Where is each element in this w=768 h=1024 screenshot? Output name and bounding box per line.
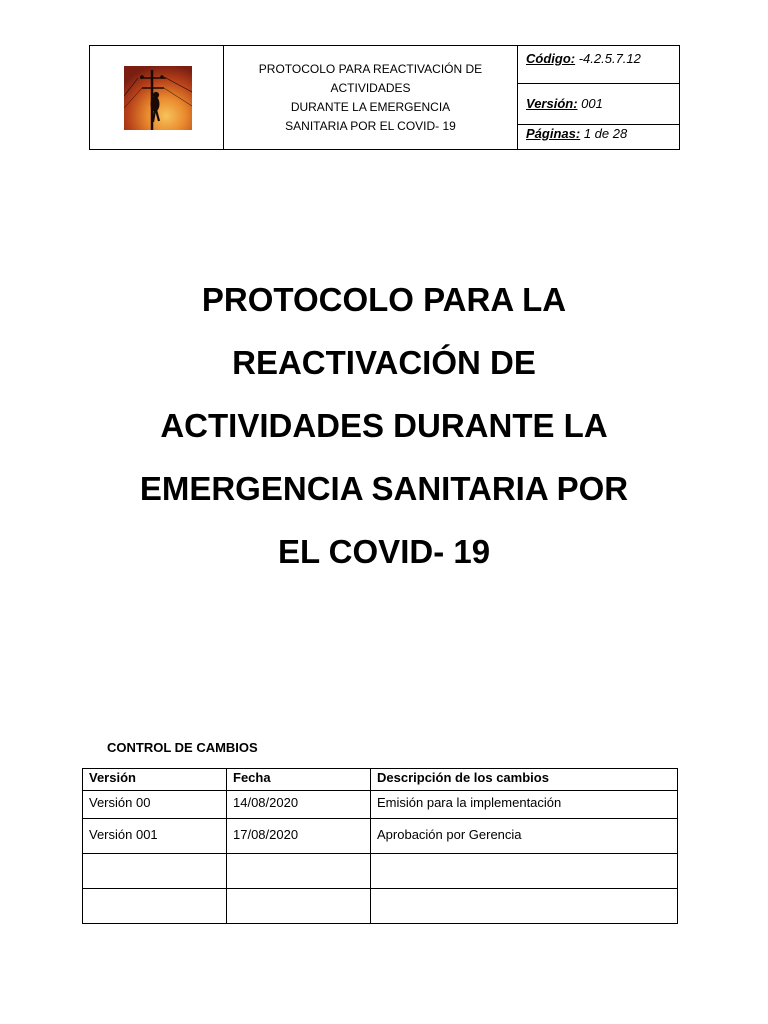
document-title-line-3: ACTIVIDADES DURANTE LA: [160, 407, 608, 444]
table-cell-version: Versión 00: [83, 791, 227, 819]
table-cell-version: Versión 001: [83, 819, 227, 854]
table-row-empty: [83, 854, 678, 889]
document-header: [89, 45, 680, 150]
codigo-label: Código:: [526, 51, 576, 66]
header-title-line-3: SANITARIA POR EL COVID- 19: [285, 118, 456, 133]
codigo-value: -4.2.5.7.12: [578, 51, 641, 66]
document-title: [100, 268, 668, 583]
column-header-descripcion: Descripción de los cambios: [371, 769, 678, 791]
version-label: Versión:: [526, 96, 578, 111]
table-row: [83, 819, 678, 854]
utility-pole-logo: [124, 66, 192, 130]
table-cell-descripcion: Emisión para la implementación: [371, 791, 678, 819]
header-title-line-1: PROTOCOLO PARA REACTIVACIÓN DE ACTIVIDADES: [258, 61, 483, 95]
header-title: [224, 46, 518, 150]
table-cell-fecha: [227, 889, 371, 924]
document-title-line-4: EMERGENCIA SANITARIA POR: [139, 470, 629, 507]
version-cell: [518, 84, 680, 125]
paginas-cell: [518, 125, 680, 150]
codigo-cell: [518, 46, 680, 84]
table-cell-descripcion: [371, 889, 678, 924]
table-cell-fecha: [227, 854, 371, 889]
logo-cell: [90, 46, 224, 150]
table-cell-version: [83, 889, 227, 924]
control-cambios-table: [82, 768, 678, 924]
document-title-line-1: PROTOCOLO PARA LA: [201, 281, 567, 318]
column-header-version: Versión: [83, 769, 227, 791]
table-row-empty: [83, 889, 678, 924]
document-title-line-5: EL COVID- 19: [277, 533, 491, 570]
table-cell-descripcion: [371, 854, 678, 889]
table-row: [83, 791, 678, 819]
paginas-label: Páginas:: [526, 126, 581, 141]
table-cell-version: [83, 854, 227, 889]
paginas-value: 1 de 28: [583, 126, 628, 141]
table-header-row: [83, 769, 678, 791]
header-title-line-2: DURANTE LA EMERGENCIA: [290, 99, 451, 114]
document-title-line-2: REACTIVACIÓN DE: [232, 344, 536, 381]
table-cell-fecha: 14/08/2020: [227, 791, 371, 819]
column-header-fecha: Fecha: [227, 769, 371, 791]
control-cambios-title: CONTROL DE CAMBIOS: [107, 740, 258, 755]
table-cell-fecha: 17/08/2020: [227, 819, 371, 854]
version-value: 001: [581, 96, 603, 111]
table-cell-descripcion: Aprobación por Gerencia: [371, 819, 678, 854]
